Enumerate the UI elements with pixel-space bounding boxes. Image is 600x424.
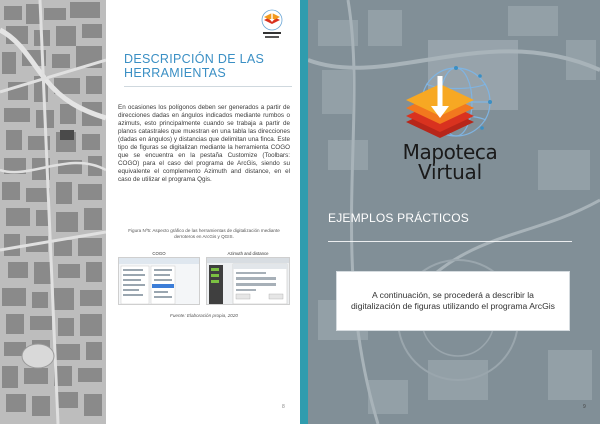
figure-cogo-label: COGO <box>152 251 166 256</box>
brand-name-line1: Mapoteca <box>402 140 498 164</box>
figure-azimuth-label: Azimuth and distance <box>227 251 269 256</box>
body-paragraph: En ocasiones los polígonos deben ser generados a partir de direcciones dadas en ángulos indicados mediante rumbos o azimuts, esto principalmente cuando se trabaja a partir de planos catastrales que muestran en una tabla las direcciones (dadas en ángulos) y distancias que delimitan una finca. Este tipo de figuras se digitalizan mediante la herramienta COGO que se encuentra en la pestaña Customize (Toolbars: COGO) para el caso del programa de ArcGis, siendo su equivalente el complemento Azimuth and distance, en el caso de utilizar el programa Qgis. <box>118 104 290 184</box>
intro-box <box>336 271 570 331</box>
brand-name-line2: Virtual <box>418 160 482 184</box>
city-map-image <box>0 0 106 424</box>
figure-azimuth <box>206 250 290 306</box>
mapoteca-logo-small <box>260 8 284 46</box>
figure-caption: Figura Nº5: Aspecto gráfico de las herramientas de digitalización mediante derroteros en ArcGis y QGIS. <box>128 228 280 239</box>
section-divider <box>328 241 572 242</box>
section-title: EJEMPLOS PRÁCTICOS <box>328 211 469 225</box>
left-content <box>106 0 300 424</box>
page-title: DESCRIPCIÓN DE LAS HERRAMIENTAS <box>124 52 265 80</box>
intro-text: A continuación, se procederá a describir la digitalización de figuras utilizando el programa ArcGis <box>351 290 555 311</box>
city-map-graphic <box>0 0 106 424</box>
cogo-screenshot-image <box>118 257 200 305</box>
page-number-left: 8 <box>282 404 285 410</box>
page-number-right: 9 <box>583 404 586 410</box>
right-page <box>300 0 600 424</box>
azimuth-screenshot-image <box>206 257 290 305</box>
figure-source: Fuente: Elaboración propia, 2020 <box>170 313 238 318</box>
figure-cogo <box>118 250 200 306</box>
teal-accent-strip <box>300 0 308 424</box>
title-divider <box>124 86 292 87</box>
